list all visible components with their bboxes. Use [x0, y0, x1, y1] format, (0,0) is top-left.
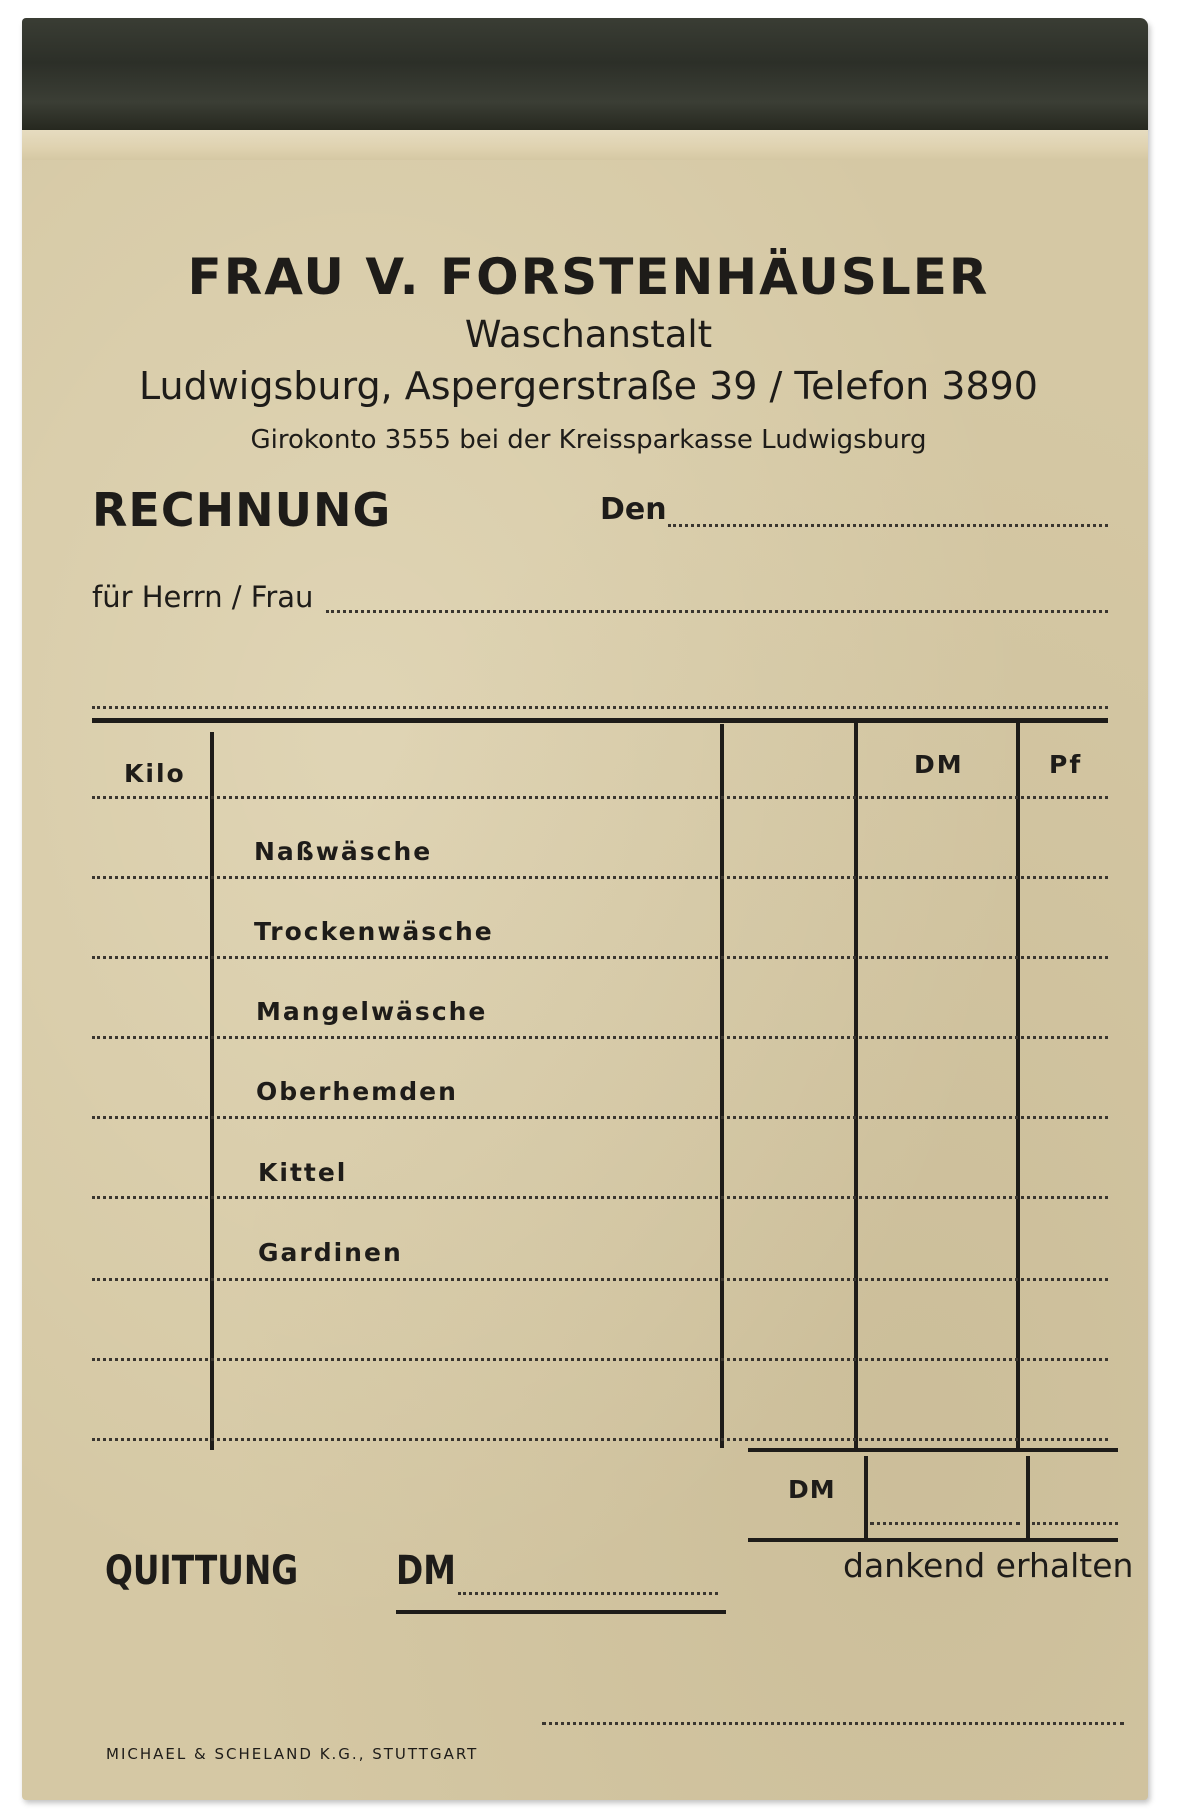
- column-divider-description: [720, 724, 724, 1448]
- customer-label: für Herrn / Frau: [92, 580, 314, 614]
- customer-field[interactable]: [326, 610, 1108, 613]
- item-label: Mangelwäsche: [256, 997, 488, 1026]
- item-label: Trockenwäsche: [254, 917, 494, 946]
- column-divider-dm: [1016, 722, 1020, 1448]
- column-header-pf: Pf: [1049, 750, 1083, 779]
- total-dm-field[interactable]: [870, 1522, 1020, 1525]
- total-divider: [1026, 1456, 1030, 1538]
- customer-field-line-2[interactable]: [92, 706, 1108, 709]
- table-row-line[interactable]: [92, 876, 1108, 879]
- table-row-line[interactable]: [92, 1358, 1108, 1361]
- table-row-line[interactable]: [92, 1196, 1108, 1199]
- header-row-line: [92, 796, 1108, 799]
- receipt-amount-field[interactable]: [458, 1592, 718, 1595]
- receipt-thanks: dankend erhalten: [843, 1546, 1134, 1585]
- firm-address: Ludwigsburg, Aspergerstraße 39 / Telefon 3890: [139, 364, 1038, 408]
- date-field[interactable]: [668, 524, 1108, 527]
- table-top-rule: [92, 718, 1108, 723]
- date-label: Den: [600, 492, 667, 527]
- receipt-currency: DM: [396, 1548, 456, 1594]
- column-header-kilo: Kilo: [124, 759, 186, 788]
- column-divider-quantity: [854, 722, 858, 1448]
- item-label: Gardinen: [258, 1238, 403, 1267]
- table-row-line[interactable]: [92, 956, 1108, 959]
- table-row-line[interactable]: [92, 1036, 1108, 1039]
- total-top-rule: [748, 1448, 1118, 1452]
- invoice-title: RECHNUNG: [92, 483, 392, 537]
- printer-imprint: MICHAEL & SCHELAND K.G., STUTTGART: [106, 1745, 479, 1763]
- total-pf-field[interactable]: [1032, 1522, 1118, 1525]
- firm-name: FRAU V. FORSTENHÄUSLER: [187, 248, 990, 306]
- column-divider-kilo: [210, 732, 214, 1450]
- receipt-underline: [396, 1610, 726, 1614]
- item-label: Naßwäsche: [254, 837, 433, 866]
- item-label: Kittel: [258, 1158, 348, 1187]
- total-divider: [864, 1456, 868, 1538]
- business-type: Waschanstalt: [464, 313, 713, 356]
- signature-field[interactable]: [542, 1722, 1124, 1725]
- bank-account: Girokonto 3555 bei der Kreissparkasse Ludwigsburg: [250, 425, 927, 455]
- receipt-title: QUITTUNG: [105, 1548, 299, 1594]
- pad-binding: [22, 18, 1148, 130]
- table-row-line[interactable]: [92, 1278, 1108, 1281]
- total-label: DM: [788, 1475, 836, 1504]
- table-row-line[interactable]: [92, 1116, 1108, 1119]
- item-label: Oberhemden: [256, 1077, 458, 1106]
- total-bottom-rule: [748, 1538, 1118, 1542]
- table-row-line[interactable]: [92, 1438, 1108, 1441]
- column-header-dm: DM: [914, 750, 964, 779]
